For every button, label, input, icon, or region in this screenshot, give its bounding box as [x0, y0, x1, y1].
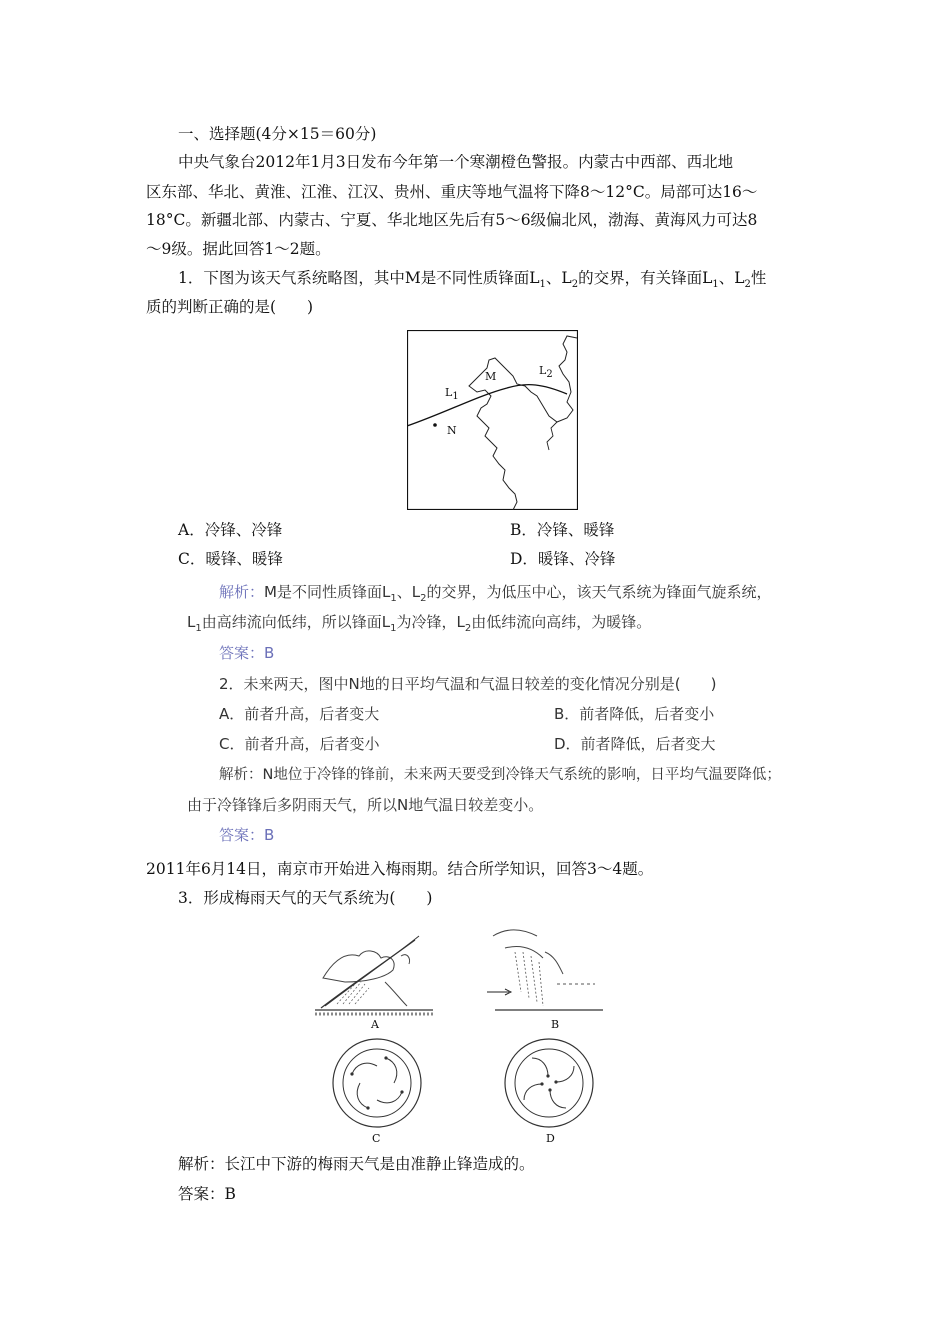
q1-analysis-line-1: 解析：M是不同性质锋面$L_1$、$L_2$的交界，为低压中心，该天气系统为锋面气旋系统， [219, 583, 772, 604]
q2-analysis-line-2: 由于冷锋锋后多阴雨天气，所以N地气温日较差变小。 [187, 796, 544, 814]
q2-stem: 2．未来两天，图中N地的日平均气温和气温日较差的变化情况分别是( ) [219, 675, 717, 693]
intro-line-3: 18°C。新疆北部、内蒙古、宁夏、华北地区先后有5～6级偏北风，渤海、黄海风力可达8 [146, 211, 758, 229]
q3-figure-d [502, 1036, 597, 1146]
q3-figure-b [485, 922, 605, 1034]
q2-answer: 答案：B [219, 826, 275, 844]
figure-label-b: B [551, 1018, 560, 1031]
q2-analysis-line-1: 解析：N地位于冷锋的锋前，未来两天要受到冷锋天气系统的影响，日平均气温要降低； [219, 767, 781, 783]
q1-option-a: A．冷锋、冷锋 [178, 521, 283, 539]
stationary-front-drawing [485, 922, 605, 1034]
intro-line-4: ～9级。据此回答1～2题。 [146, 240, 331, 258]
anticyclone-drawing [330, 1036, 425, 1131]
map-label-N: N [447, 424, 457, 437]
map-label-L1: L1 [445, 386, 459, 403]
q1-stem-line-2: 质的判断正确的是( ) [146, 298, 314, 316]
q3-figure-c [330, 1036, 425, 1146]
section-heading: 一、选择题(4分×15＝60分) [178, 125, 377, 143]
q3-figure-a [315, 922, 435, 1034]
intro-line-1: 中央气象台2012年1月3日发布今年第一个寒潮橙色警报。内蒙古中西部、西北地 [178, 153, 734, 171]
figure-label-c: C [372, 1132, 381, 1145]
cyclone-drawing [502, 1036, 597, 1131]
map-drawing [407, 330, 578, 510]
q2-option-d: D．前者降低，后者变大 [554, 735, 716, 753]
figure-label-a: A [371, 1018, 379, 1031]
map-label-M: M [485, 370, 497, 383]
q3-analysis: 解析：长江中下游的梅雨天气是由准静止锋造成的。 [178, 1155, 535, 1173]
weather-system-map [407, 330, 578, 510]
q1-option-c: C．暖锋、暖锋 [178, 550, 283, 568]
q1-option-d: D．暖锋、冷锋 [510, 550, 616, 568]
q2-option-a: A．前者升高，后者变大 [219, 705, 380, 723]
map-label-L2: L2 [539, 364, 553, 381]
intro-2: 2011年6月14日，南京市开始进入梅雨期。结合所学知识，回答3～4题。 [146, 860, 654, 878]
figure-label-d: D [546, 1132, 555, 1145]
q3-stem: 3．形成梅雨天气的天气系统为( ) [178, 889, 433, 907]
q3-answer: 答案：B [178, 1185, 236, 1203]
q2-option-c: C．前者升高，后者变小 [219, 735, 380, 753]
q1-answer: 答案：B [219, 644, 275, 662]
q1-analysis-line-2: $L_1$由高纬流向低纬，所以锋面$L_1$为冷锋，$L_2$由低纬流向高纬，为暖锋。 [187, 613, 652, 634]
q1-option-b: B．冷锋、暖锋 [510, 521, 615, 539]
q1-stem-line-1: 1．下图为该天气系统略图，其中M是不同性质锋面$L_1$、$L_2$的交界，有关锋面$L_1$、$L_2$性 [178, 269, 767, 291]
intro-line-2: 区东部、华北、黄淮、江淮、江汉、贵州、重庆等地气温将下降8～12°C。局部可达16～ [146, 183, 758, 201]
q2-option-b: B．前者降低，后者变小 [554, 705, 715, 723]
